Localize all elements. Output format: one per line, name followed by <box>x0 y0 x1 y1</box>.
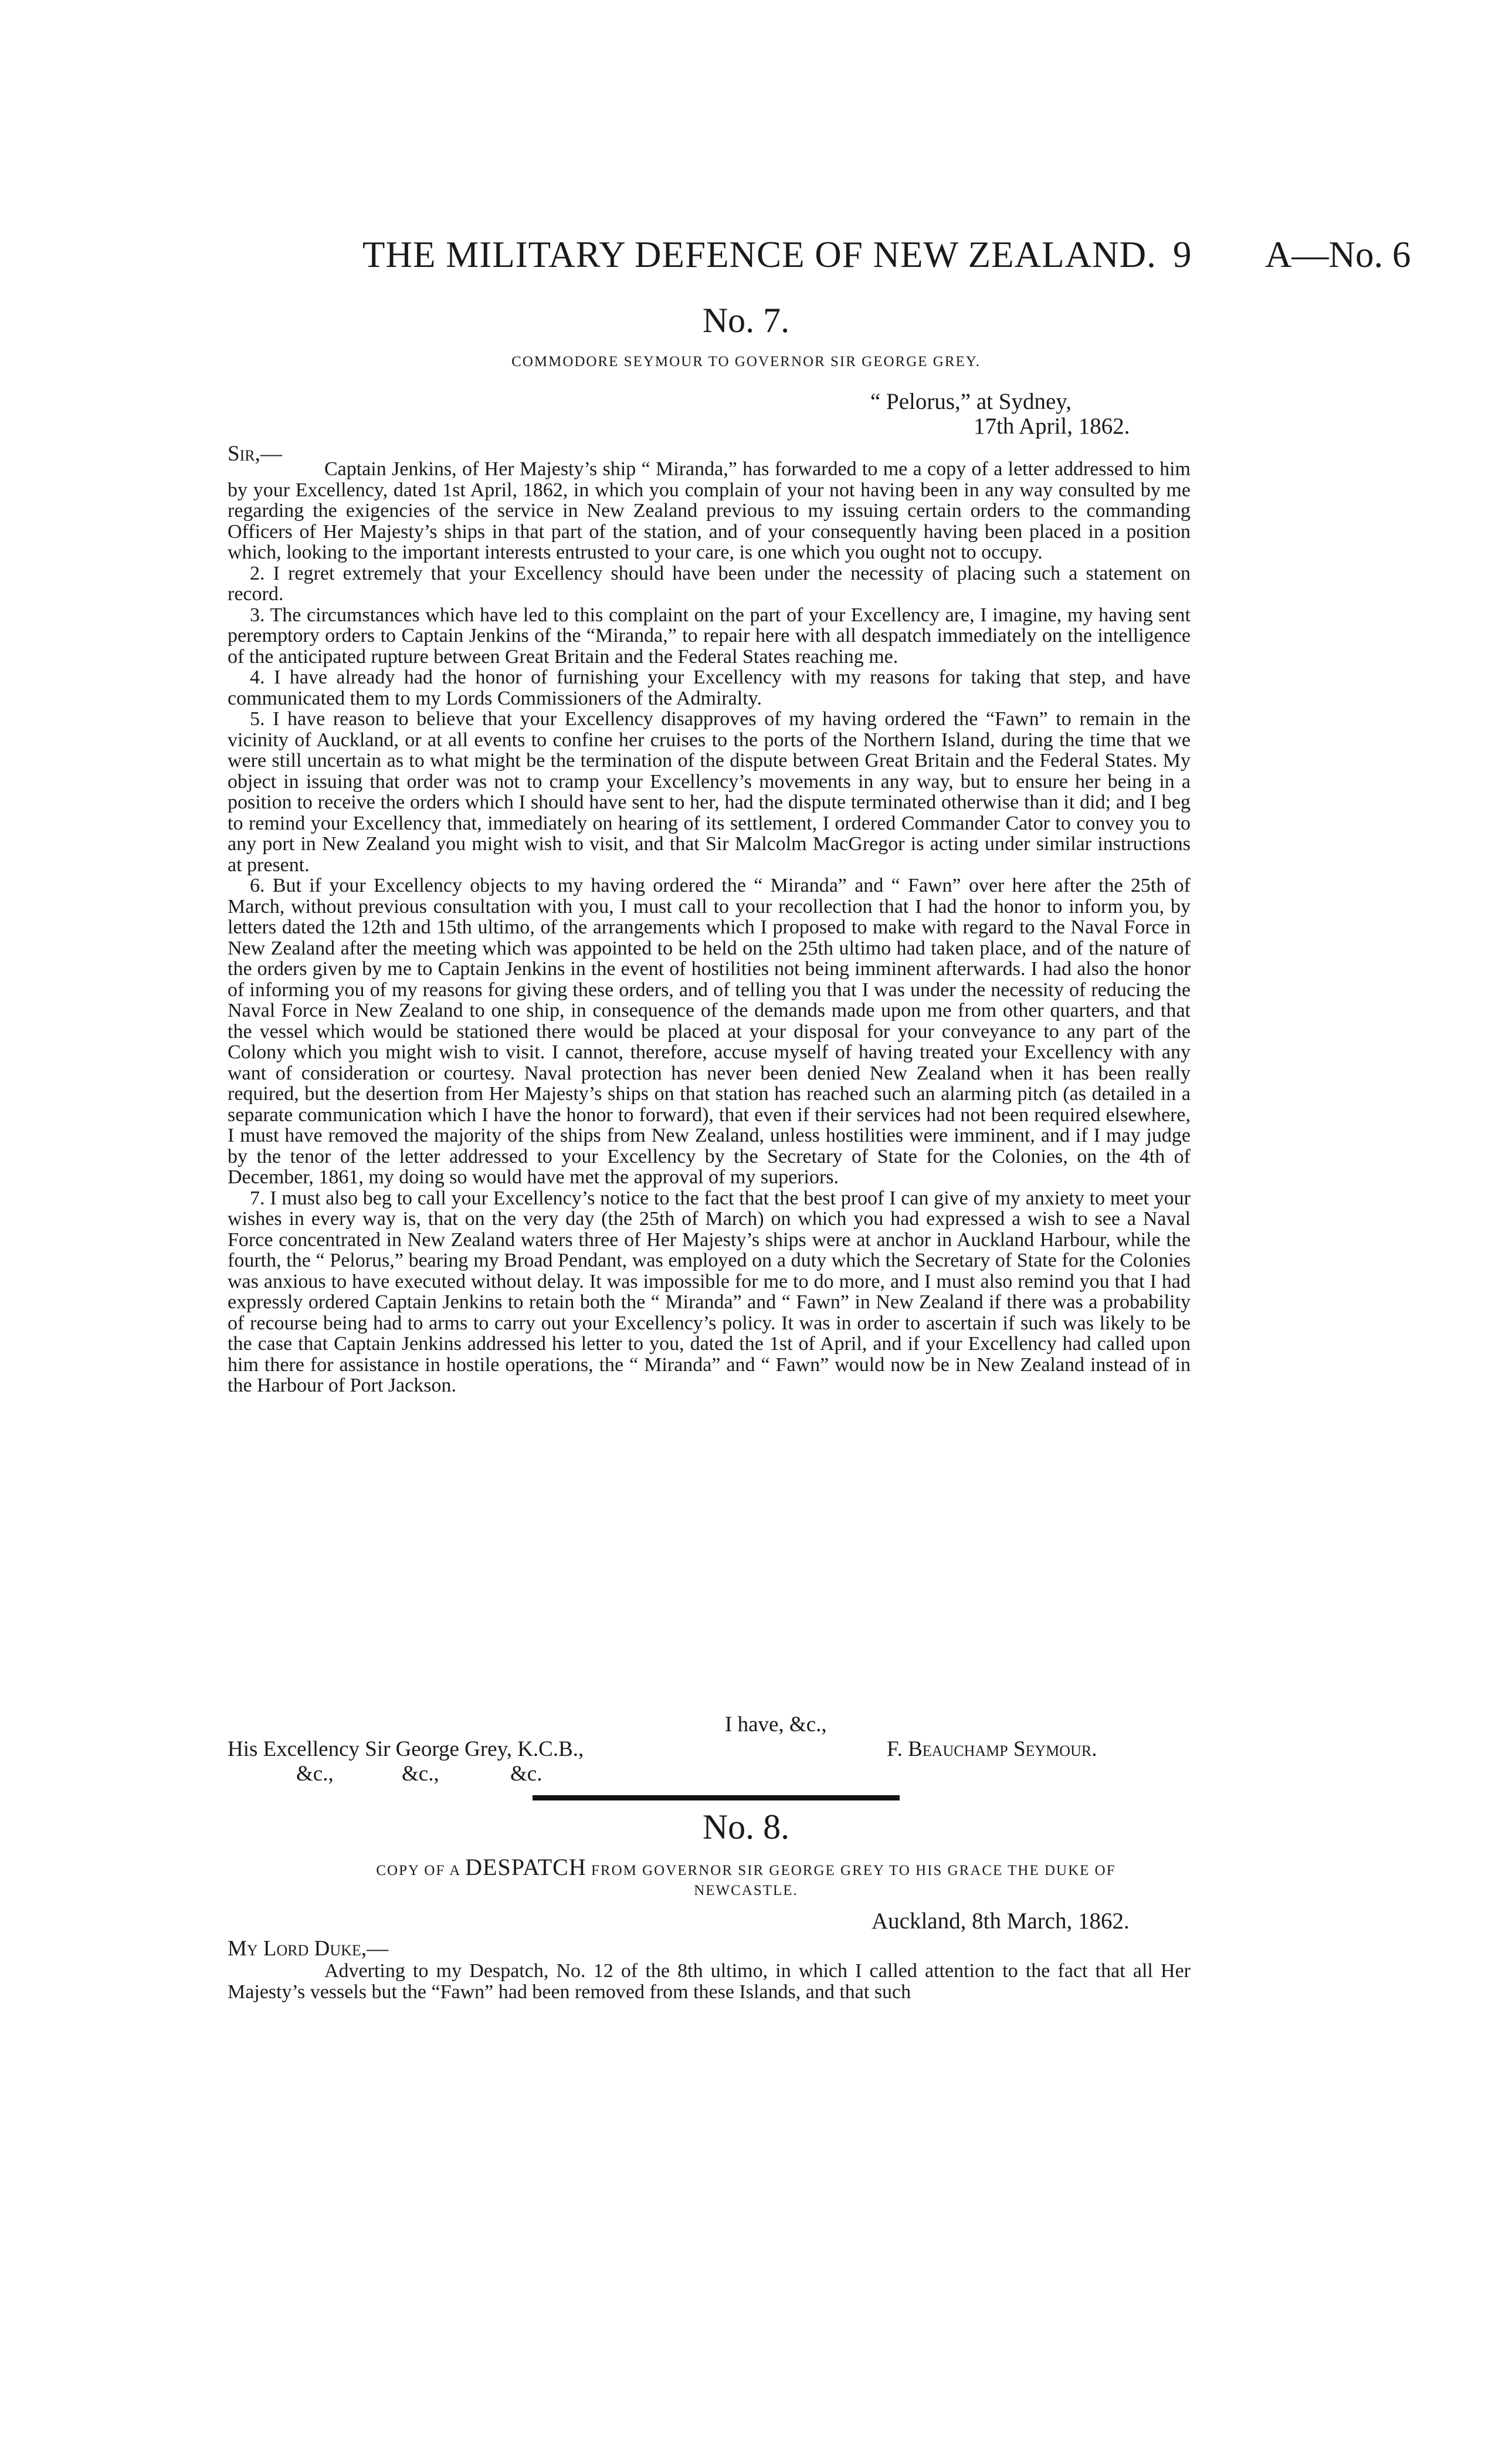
letter-8-paragraph-1: Adverting to my Despatch, No. 12 of the 8th ultimo, in which I called attention to the fact that all Her Majesty’s vessels but the “Fawn” had been removed from these Islands, and that such <box>228 1960 1191 2003</box>
letter-8-subheading-line-2: NEWCASTLE. <box>694 1883 798 1898</box>
letter-7-body <box>228 459 1191 1396</box>
section-divider <box>533 1795 900 1800</box>
letter-7-paragraph-6: 6. But if your Excellency objects to my having ordered the “ Miranda” and “ Fawn” over here after the 25th of March, without previous consultation with you, I must call to your recollection that I had the honor to inform you, by letters dated the 12th and 15th ultimo, of the arrangements which I proposed to make with regard to the Naval Force in New Zealand after the meeting which was appointed to be held on the 25th ultimo had taken place, and of the nature of the orders given by me to Captain Jenkins in the event of hostilities not being imminent afterwards. I had also the honor of informing you of my reasons for giving these orders, and of telling you that I was under the necessity of reducing the Naval Force in New Zealand to one ship, in consequence of the demands made upon me from other quarters, and that the vessel which would be stationed there would be placed at your disposal for your conveyance to any part of the Colony which you might wish to visit. I cannot, therefore, accuse myself of having treated your Excellency with any want of consideration or courtesy. Naval protection has never been denied New Zealand when it has been really required, but the desertion from Her Majesty’s ships on that station has reached such an alarming pitch (as detailed in a separate communication which I have the honor to forward), that even if their services had not been required elsewhere, I must have removed the majority of the ships from New Zealand, unless hostilities were imminent, and if I may judge by the tenor of the letter addressed to your Excellency by the Secretary of State for the Colonies, on the 4th of December, 1861, my doing so would have met the approval of my superiors. <box>228 875 1191 1188</box>
running-head-title: THE MILITARY DEFENCE OF NEW ZEALAND. <box>362 234 1157 275</box>
letter-7-subheading: COMMODORE SEYMOUR TO GOVERNOR SIR GEORGE GREY. <box>511 354 981 370</box>
letter-7-paragraph-7: 7. I must also beg to call your Excellency’s notice to the fact that the best proof I can give of my anxiety to meet your wishes in every way is, that on the very day (the 25th of March) on which you had expressed a wish to see a Naval Force concentrated in New Zealand waters three of Her Majesty’s ships were at anchor in Auckland Harbour, while the fourth, the “ Pelorus,” bearing my Broad Pendant, was employed on a duty which the Secretary of State for the Colonies was anxious to have executed without delay. It was impossible for me to do more, and I must also remind you that I had expressly ordered Captain Jenkins to retain both the “ Miranda” and “ Fawn” in New Zealand if there was a probability of recourse being had to arms to carry out your Excellency’s policy. It was in order to ascertain if such was likely to be the case that Captain Jenkins addressed his letter to you, dated the 1st of April, and if your Excellency had called upon him there for assistance in hostile operations, the “ Miranda” and “ Fawn” would now be in New Zealand instead of in the Harbour of Port Jackson. <box>228 1187 1191 1396</box>
letter-7-signature: F. Beauchamp Seymour. <box>887 1737 1097 1761</box>
letter-7-paragraph-2: 2. I regret extremely that your Excellency should have been under the necessity of placing such a statement on record. <box>228 562 1191 605</box>
running-head <box>0 233 1492 286</box>
letter-7-etc-1: &c., <box>296 1762 334 1786</box>
letter-8-subheading-part-a: COPY OF A <box>376 1863 460 1879</box>
letter-7-date: 17th April, 1862. <box>974 414 1130 439</box>
letter-8-body <box>228 1961 1191 2002</box>
letter-7-place: “ Pelorus,” at Sydney, <box>870 389 1071 414</box>
letter-7-closing: I have, &c., <box>725 1712 827 1737</box>
letter-7-paragraph-4: 4. I have already had the honor of furnishing your Excellency with my reasons for taking that step, and have communicated them to my Lords Commissioners of the Admiralty. <box>228 666 1191 709</box>
letter-7-addressee: His Excellency Sir George Grey, K.C.B., <box>228 1737 584 1761</box>
letter-8-subheading-part-c: FROM GOVERNOR SIR GEORGE GREY TO HIS GRACE THE DUKE OF <box>591 1863 1116 1879</box>
letter-7-etc-3: &c. <box>510 1762 542 1786</box>
letter-8-salutation: My Lord Duke,— <box>228 1937 389 1961</box>
letter-8-subheading-despatch: DESPATCH <box>465 1854 586 1880</box>
letter-7-paragraph-5: 5. I have reason to believe that your Excellency disapproves of my having ordered the “Fawn” to remain in the vicinity of Auckland, or at all events to confine her cruises to the ports of the Northern Island, during the time that we were still uncertain as to what might be the termination of the dispute between Great Britain and the Federal States. My object in issuing that order was not to cramp your Excellency’s movements in any way, but to ensure her being in a position to receive the orders which I should have sent to her, had the dispute terminated otherwise than it did; and I beg to remind your Excellency that, immediately on hearing of its settlement, I ordered Commander Cator to convey you to any port in New Zealand you might wish to visit, and that Sir Malcolm MacGregor is acting under similar instructions at present. <box>228 708 1191 876</box>
letter-7-salutation: Sir,— <box>228 442 282 466</box>
paper-reference: A—No. 6 <box>1265 234 1411 275</box>
letter-8-subheading <box>217 1854 1275 1901</box>
letter-8-number: No. 8. <box>702 1808 790 1846</box>
letter-7-paragraph-1: Captain Jenkins, of Her Majesty’s ship “ Miranda,” has forwarded to me a copy of a letter addressed to him by your Excellency, dated 1st April, 1862, in which you complain of your not having been in any way consulted by me regarding the exigencies of the service in New Zealand previous to my issuing certain orders to the commanding Officers of Her Majesty’s ships in that part of the station, and of your consequently having been placed in a position which, looking to the important interests entrusted to your care, is one which you ought not to occupy. <box>228 458 1191 563</box>
letter-8-place-date: Auckland, 8th March, 1862. <box>872 1908 1130 1934</box>
page-number: 9 <box>1173 234 1192 275</box>
letter-7-number: No. 7. <box>702 301 790 340</box>
letter-7-etc-2: &c., <box>402 1762 439 1786</box>
letter-7-paragraph-3: 3. The circumstances which have led to this complaint on the part of your Excellency are, I imagine, my having sent peremptory orders to Captain Jenkins of the “Miranda,” to repair here with all despatch immediately on the intelligence of the anticipated rupture between Great Britain and the Federal States reaching me. <box>228 604 1191 668</box>
